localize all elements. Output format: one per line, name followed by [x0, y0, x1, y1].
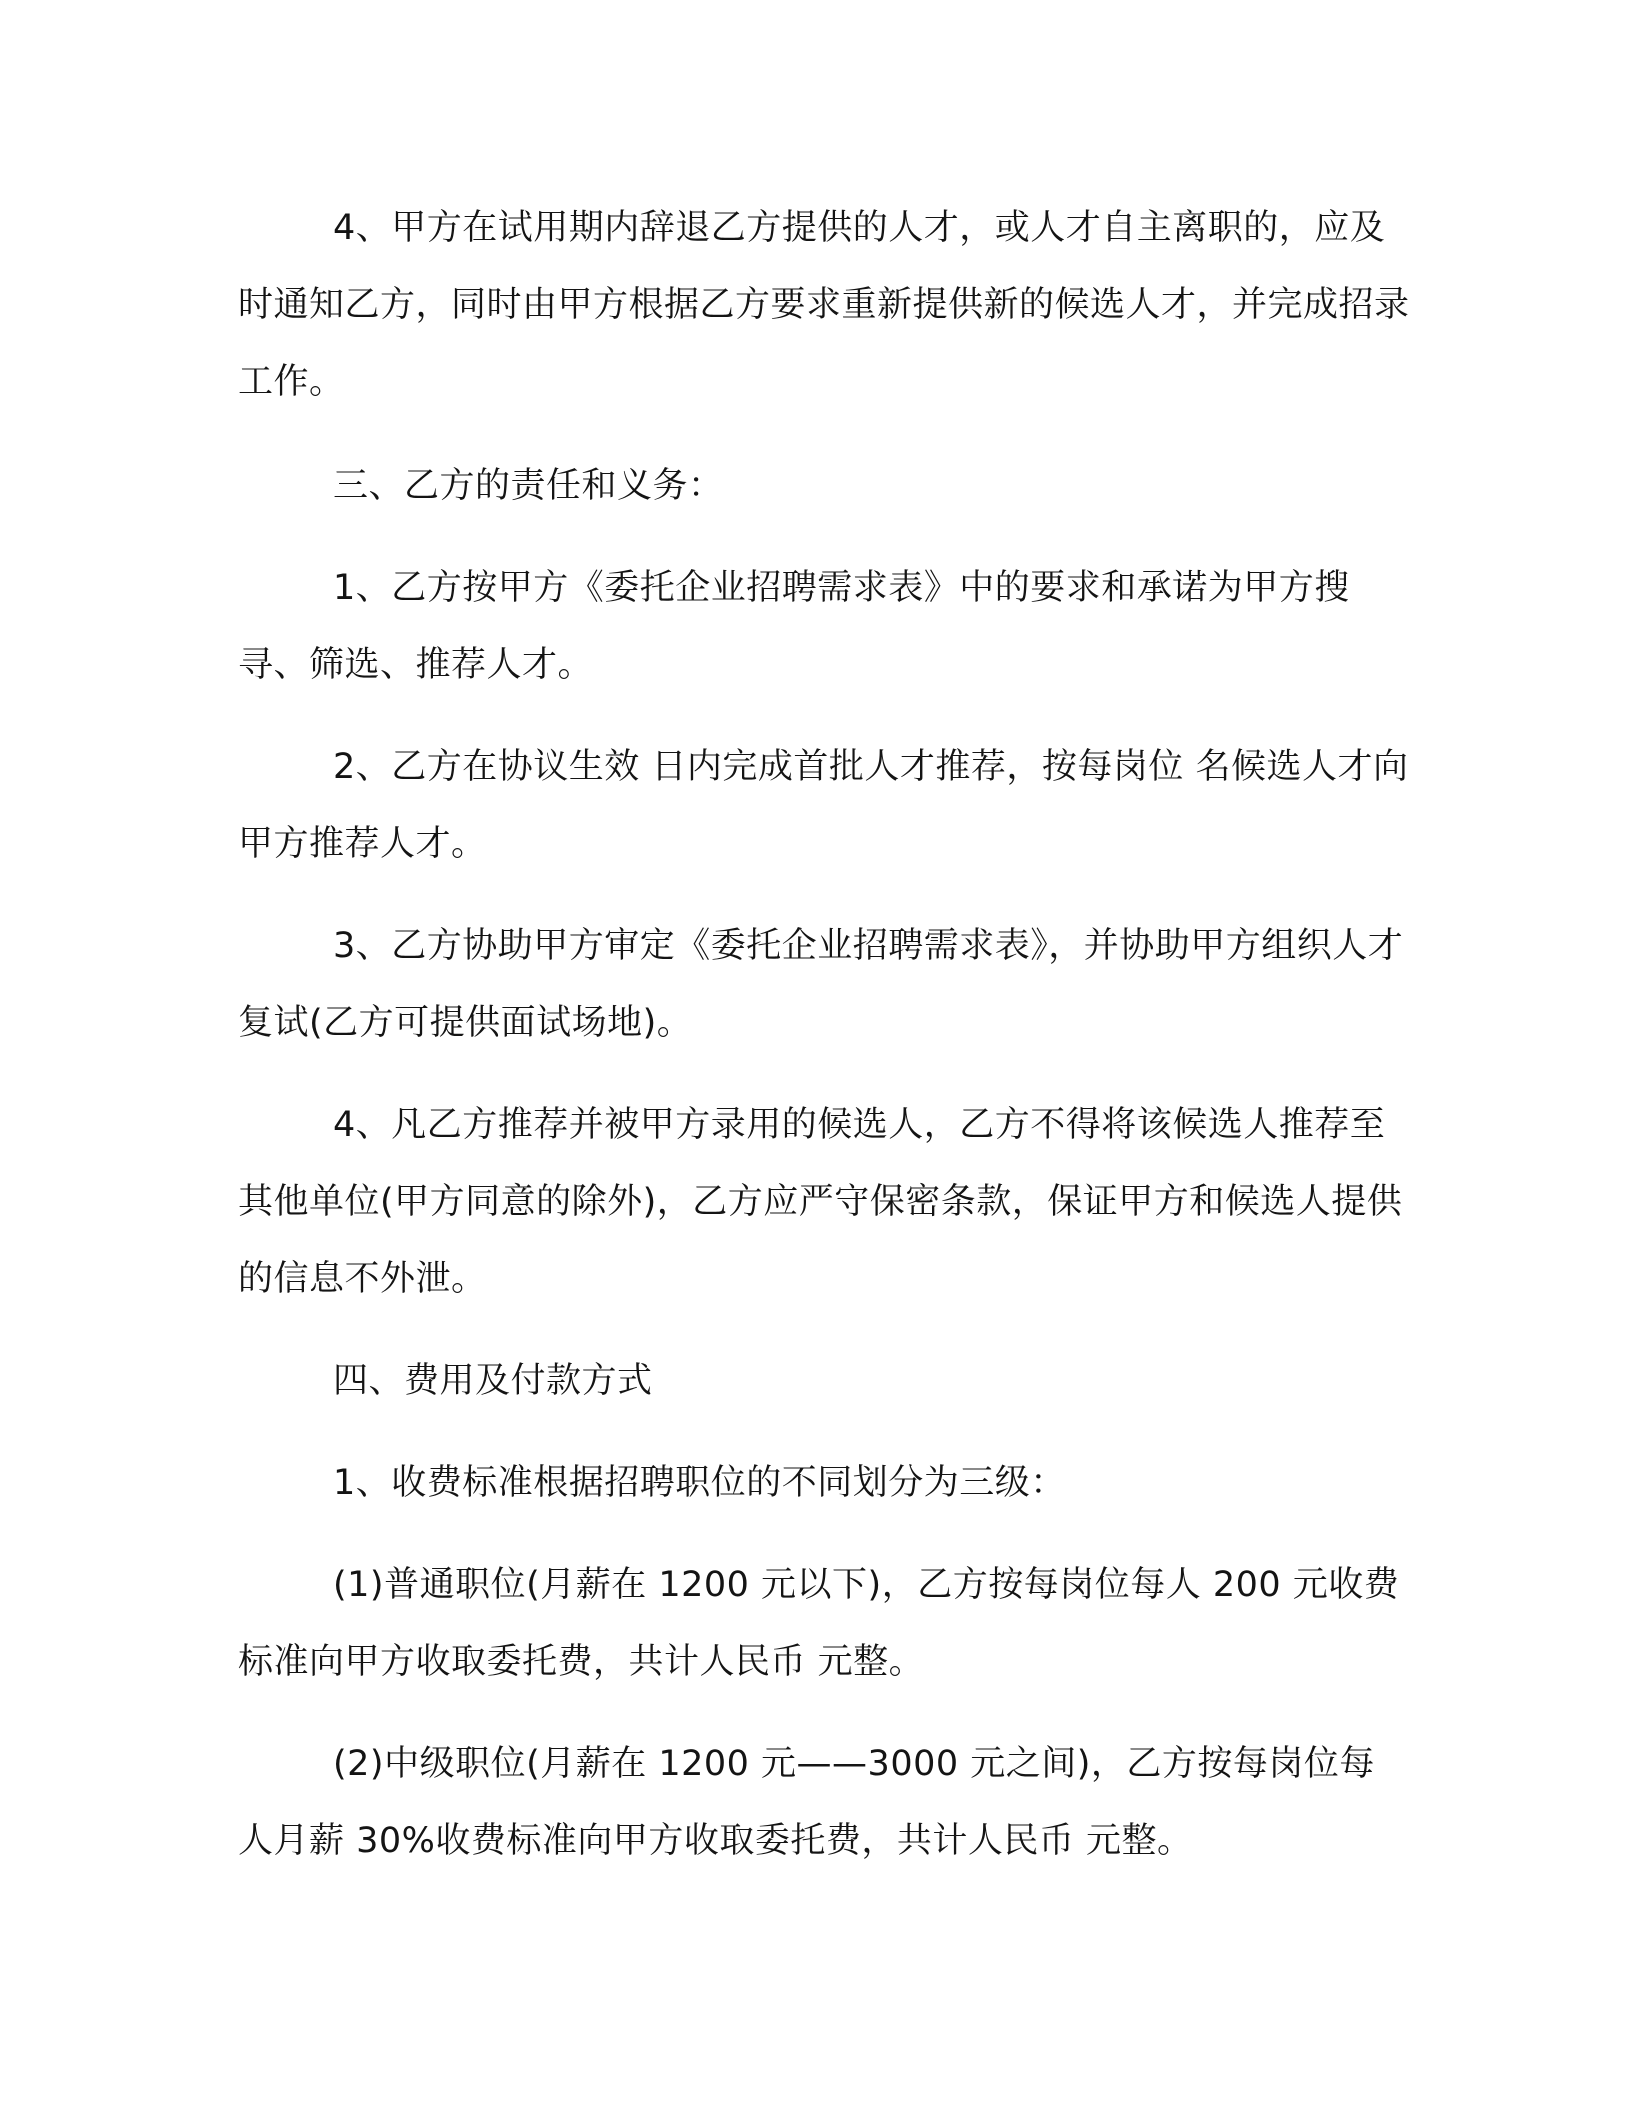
fee-level-1-general: (1)普通职位(月薪在 1200 元以下)，乙方按每岗位每人 200 元收费标准向甲方收取委托费，共计人民币 元整。	[238, 1565, 1400, 1682]
clause-b1-search-talent: 1、乙方按甲方《委托企业招聘需求表》中的要求和承诺为甲方搜寻、筛选、推荐人才。	[238, 568, 1350, 685]
section-4-heading: 四、费用及付款方式	[333, 1361, 653, 1401]
clause-b2-first-batch: 2、乙方在协议生效 日内完成首批人才推荐，按每岗位 名候选人才向甲方推荐人才。	[238, 747, 1409, 864]
fee-level-2-intermediate: (2)中级职位(月薪在 1200 元——3000 元之间)，乙方按每岗位每人月薪 30%收费标准向甲方收取委托费，共计人民币 元整。	[238, 1744, 1375, 1861]
section-3-heading: 三、乙方的责任和义务：	[333, 466, 724, 506]
fee-clause-1-three-levels: 1、收费标准根据招聘职位的不同划分为三级：	[333, 1463, 1066, 1503]
clause-b3-review-form: 3、乙方协助甲方审定《委托企业招聘需求表》，并协助甲方组织人才复试(乙方可提供面试场地)。	[238, 926, 1404, 1043]
clause-a4-dismissal-notice: 4、甲方在试用期内辞退乙方提供的人才，或人才自主离职的，应及时通知乙方，同时由甲方根据乙方要求重新提供新的候选人才，并完成招录工作。	[238, 208, 1410, 402]
document-body	[238, 190, 1410, 1880]
clause-b4-confidentiality: 4、凡乙方推荐并被甲方录用的候选人，乙方不得将该候选人推荐至其他单位(甲方同意的除外)，乙方应严守保密条款，保证甲方和候选人提供的信息不外泄。	[238, 1105, 1403, 1299]
